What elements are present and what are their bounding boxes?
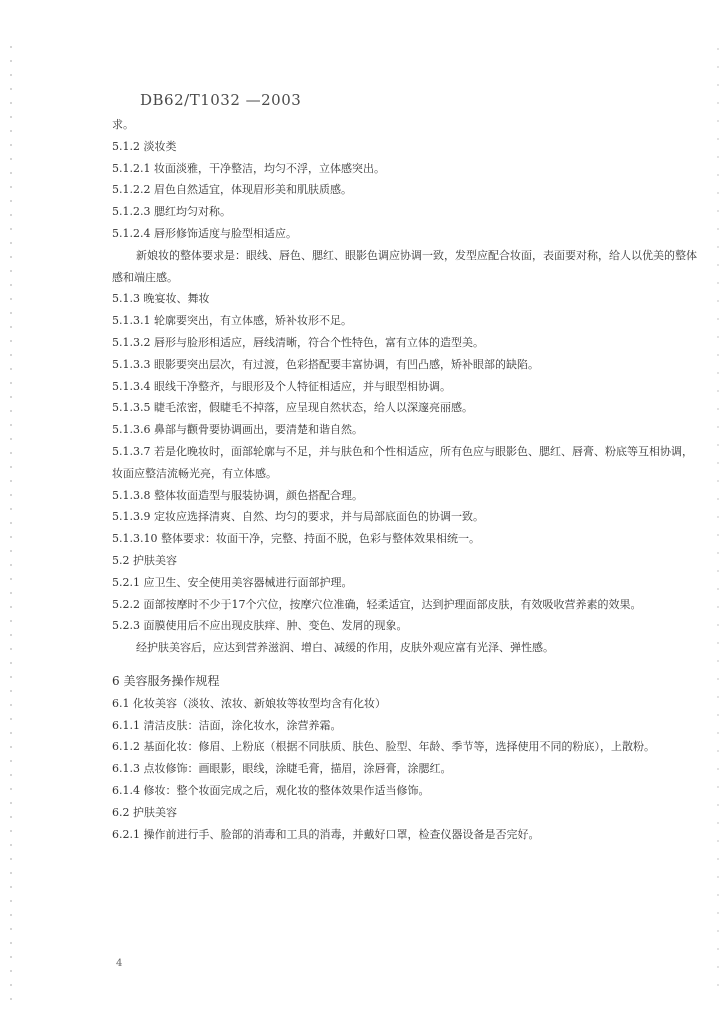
clause-heading: 5.1.2 淡妆类 [112,139,177,153]
clause-heading: 6.2 护肤美容 [112,805,177,819]
clause-paragraph: 5.2.2 面部按摩时不少于17个穴位，按摩穴位准确，轻柔适宜，达到护理面部皮肤，有效吸收营养素的效果。 [112,597,642,611]
clause-line: 5.2.1 应卫生、安全使用美容器械进行面部护理。 [112,575,353,589]
clause-line: 5.1.3.3 眼影要突出层次，有过渡，色彩搭配要丰富协调，有凹凸感，矫补眼部的缺陷。 [112,357,539,371]
clause-heading: 6.1 化妆美容（淡妆、浓妆、新娘妆等妆型均含有化妆） [112,696,386,710]
clause-heading: 5.2 护肤美容 [112,553,177,567]
clause-line: 5.1.2.1 妆面淡雅，干净整洁，均匀不浮，立体感突出。 [112,161,385,175]
clause-line: 6.1.1 清洁皮肤：洁面，涂化妆水，涂营养霜。 [112,718,342,732]
clause-line: 5.1.2.3 腮红均匀对称。 [112,205,231,219]
clause-line: 经护肤美容后，应达到营养滋润、增白、减缓的作用，皮肤外观应富有光泽、弹性感。 [136,641,554,655]
binding-dots-right [717,40,719,1000]
clause-line: 5.1.3.8 整体妆面造型与服装协调，颜色搭配合理。 [112,488,363,502]
clause-line: 5.1.3.1 轮廓要突出，有立体感，矫补妆形不足。 [112,314,352,328]
page-number: 4 [116,958,123,969]
clause-line: 5.1.3.6 鼻部与颧骨要协调画出，要清楚和谐自然。 [112,423,363,437]
binding-dots-left [10,40,12,1000]
clause-line: 6.1.4 修妆：整个妆面完成之后，观化妆的整体效果作适当修饰。 [112,783,430,797]
clause-paragraph: 5.1.3.7 若是化晚妆时，面部轮廓与不足，并与肤色和个性相适应，所有色应与眼影色、腮红、唇膏、粉底等互相协调，妆面应整洁流畅光亮，有立体感。 [112,444,693,480]
clause-line: 5.1.3.5 睫毛浓密，假睫毛不掉落，应呈现自然状态，给人以深邃亮丽感。 [112,401,473,415]
document-body [112,114,702,845]
clause-line: 6.2.1 操作前进行手、脸部的消毒和工具的消毒，并戴好口罩，检查仪器设备是否完好。 [112,827,540,841]
clause-line: 5.1.3.4 眼线干净整齐，与眼形及个人特征相适应，并与眼型相协调。 [112,379,451,393]
clause-line: 5.1.2.4 唇形修饰适度与脸型相适应。 [112,226,297,240]
clause-line: 5.2.3 面膜使用后不应出现皮肤痒、肿、变色、发屑的现象。 [112,619,408,633]
section-6-title: 6 美容服务操作规程 [112,673,220,688]
clause-line: 5.1.3.10 整体要求：妆面干净，完整、持面不脱，色彩与整体效果相统一。 [112,532,480,546]
text-line: 求。 [112,118,134,131]
clause-line: 5.1.2.2 眉色自然适宜，体现眉形美和肌肤质感。 [112,183,352,197]
clause-paragraph: 6.1.2 基面化妆：修眉、上粉底（根据不同肤质、肤色、脸型、年龄、季节等，选择使用不同的粉底），上散粉。 [112,740,655,754]
clause-line: 5.1.3.9 定妆应选择清爽、自然、均匀的要求，并与局部底面色的协调一致。 [112,510,484,524]
clause-heading: 5.1.3 晚宴妆、舞妆 [112,292,210,306]
document-code-header: DB62/T1032 —2003 [140,91,302,109]
clause-line: 5.1.3.2 唇形与脸形相适应，唇线清晰，符合个性特色，富有立体的造型美。 [112,335,484,349]
clause-line: 6.1.3 点妆修饰：画眼影，眼线，涂睫毛膏，描眉，涂唇膏，涂腮红。 [112,762,452,776]
clause-paragraph: 新娘妆的整体要求是：眼线、唇色、腮红、眼影色调应协调一致，发型应配合妆面，表面要对称，给人以优美的整体感和端庄感。 [112,248,697,284]
